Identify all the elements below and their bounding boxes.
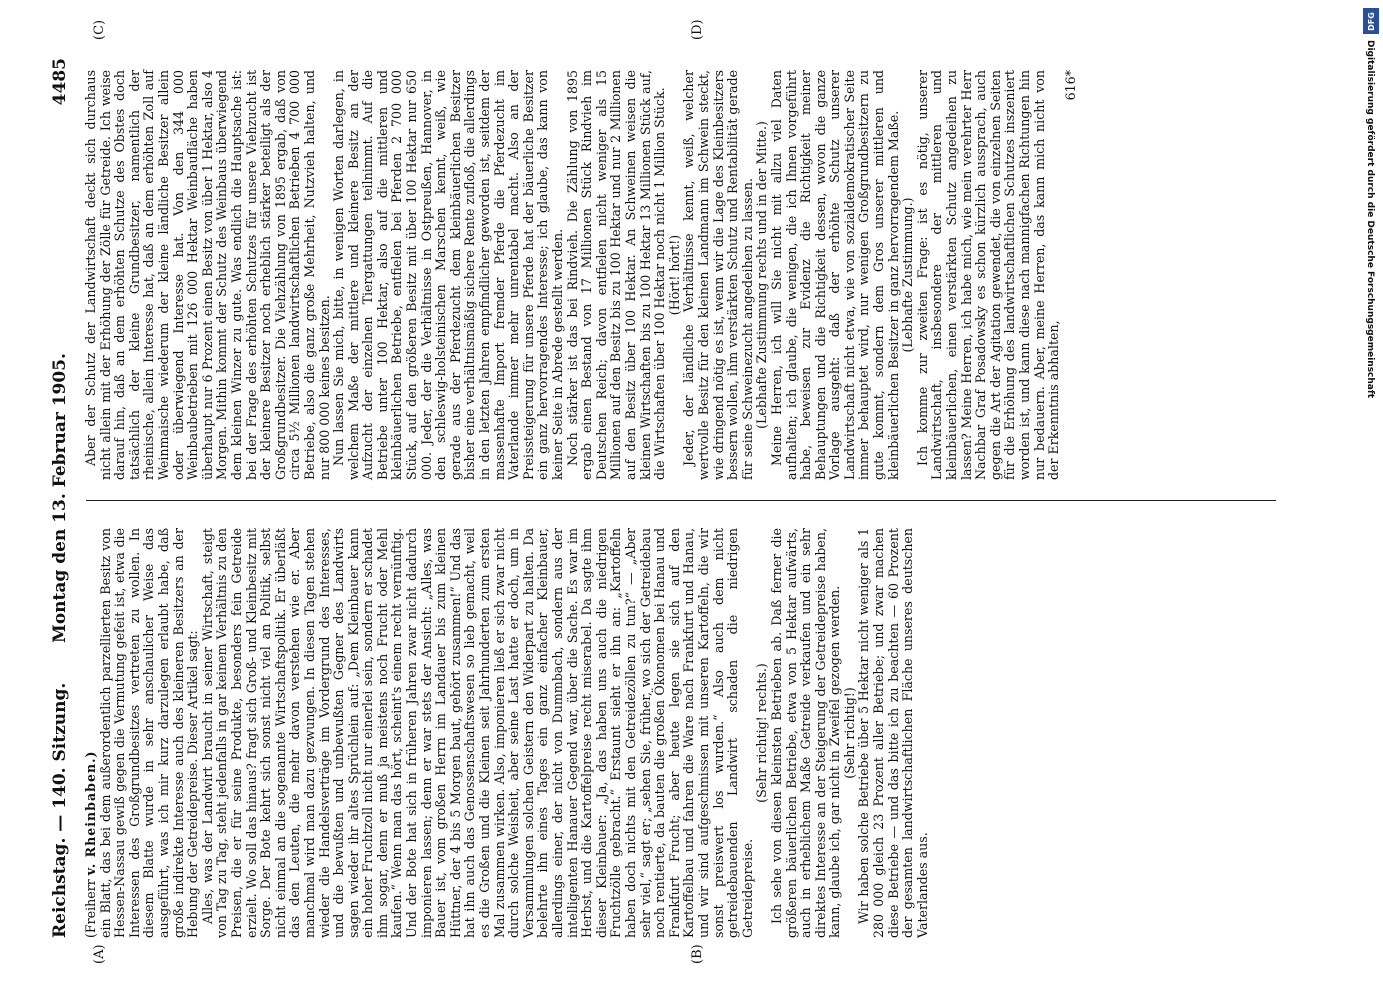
paragraph: Nun lassen Sie mich, bitte, in wenigen Worten darlegen, in welchem Maße der mittlere und kleinere Besitz an der Aufzucht der einzelnen Tiergattungen teilnimmt. Auf die Betriebe unter 100 Hektar, also auf die mittleren und kleinbäuerlichen Betriebe, entfielen bei Pferden 2 700 000 Stück, auf den größeren Besitz mit über 100 Hektar nur 650 000. Jeder, der die Verhältnisse in Ostpreußen, Hannover, in den schleswig-holsteinischen Marschen kennt, weiß, wie gerade aus der Pferdezucht dem kleinbäuerlichen Besitzer bisher eine verhältnismäßig sichere Rente zufloß, die allerdings in den letzten Jahren empfindlicher geworden ist, seitdem der massenhafte Import fremder Pferde die Pferdezucht im Vaterlande immer mehr unrentabel macht. Also an der Preissteigerung für unsere Pferde hat der bäuerliche Besitzer ein ganz hervorragendes Interesse; ich glaube, das kann von keiner Seite in Abrede gestellt werden.	[331, 70, 565, 480]
interjection: (Lebhafte Zustimmung.)	[900, 197, 916, 353]
interjection: (Sehr richtig! rechts.)	[754, 663, 770, 803]
interjection: (Lebhafte Zustimmung rechts und in der Mitte.)	[754, 121, 770, 429]
paragraph: Noch stärker ist das bei Rindvieh. Die Zählung von 1895 ergab einen Bestand von 17 Millionen Stück Rindvieh im Deutschen Reich; davon entfielen nicht weniger als 15 Millionen auf den Besitz bis zu 100 Hektar und nur 2 Millionen auf den Besitz über 100 Hektar. An Schweinen weisen die kleinen Wirtschaften bis zu 100 Hektar 13 Millionen Stück auf, die Wirtschaften über 100 Hektar noch nicht 1 Million Stück.	[564, 70, 668, 480]
funding-credit: Digitalisierung gefördert durch die Deutsche Forschungsgemeinschaft	[1365, 40, 1375, 399]
speaker-prefix: (Freiherr	[83, 879, 98, 938]
signature-mark: 616*	[1062, 70, 1078, 101]
header-date: Montag den 13. Februar 1905.	[50, 353, 70, 643]
quote-paragraph: Alles, was der Landwirt braucht in seiner Wirtschaft, steigt von Tag zu Tag, steht jedenfalls in gar keinem Verhältnis zu den Preisen, die er für seine Produkte, besonders fein Getreide erzielt. Wo soll das hinaus? fragt sich Groß- und Kleinbesitz mit Sorge. Der Bote kehrt sich sonst nicht viel an Politik, selbst nicht einmal an die sogenannte Wirtschaftspolitik. Er überläßt das den Leuten, die mehr davon verstehen wie er. Aber manchmal wird man dazu gezwungen. In diesen Tagen stehen wieder die Handelsverträge im Vordergrund des Interesses, und die bewußten und unbewußten Gegner des Landwirts sagen wieder ihr altes Sprüchlein auf: „Dem Kleinbauer kann ein hoher Fruchtzoll nicht nur einerlei sein, sondern er schadet ihm sogar, denn er muß ja meistens noch Frucht oder Mehl kaufen.“ Wenn man das hört, scheint's einem recht vernünftig. Und der Bote hat sich in früheren Jahren zwar nicht dadurch imponieren lassen; denn er war stets der Ansicht: „Alles, was Bauer ist, vom großen Herrn im Landauer bis zum kleinen Hüttner, der 4 bis 5 Morgen baut, gehört zusammen!“ Und das hat ihn auch das Genossenschaftswesen so lieb gemacht, weil es die Großen und die Kleinen seit Jahrhunderten zum ersten Mal zusammen wirken. Also, imponieren ließ er sich zwar nicht durch solche Weisheit, aber seine Last hatte er doch, um in Versammlungen solchen Geistern den Widerpart zu halten. Da belehrte ihn eines Tages ein ganz einfacher Kleinbauer, allerdings einer, der nicht von Dummbach, sondern aus der intelligenten Hanauer Gegend war, über die Sache. Es war im Herbst, und die Kartoffelpreise recht miserabel. Da sagte ihm dieser Kleinbauer: „Ja, das haben uns auch die niedrigen Fruchtzölle gebracht.“ Erstaunt sieht er ihn an: „Kartoffeln haben doch nichts mit den Getreidezöllen zu tun?“ — „Aber sehr viel,“ sagt er; „sehen Sie, früher, wo sich der Getreidebau noch rentierte, da bauten die großen Ökonomen bei Hanau und Frankfurt Frucht; aber heute legen sie sich auf den Kartoffelbau und fahren die Ware nach Frankfurt und Hanau, und wir sind aufgeschmissen mit unseren Kartoffeln, die wir sonst preiswert los wurden.“ Also auch dem nicht getreidebauenden Landwirt schaden die niedrigen Getreidepreise.	[199, 528, 755, 938]
paragraph: Jeder, der ländliche Verhältnisse kennt, weiß, welcher wertvolle Besitz für den kleinen Landmann im Schwein steckt, wie dringend nötig es ist, wenn wir die Lage des Kleinbesitzers bessern wollen, ihm verstärkten Schutz und Rentabilität gerade für seine Schweinezucht angedeihen zu lassen.	[681, 70, 755, 480]
page-header	[50, 58, 74, 938]
funding-sidebar	[1361, 0, 1381, 1000]
speaker-line	[84, 528, 99, 938]
margin-letter-a: (A)	[92, 944, 107, 964]
right-column	[84, 70, 1078, 480]
dfg-logo-icon: DFG	[1363, 8, 1379, 34]
page-number: 4485	[50, 58, 70, 106]
margin-letter-c: (C)	[92, 19, 107, 40]
paragraph: Wir haben solche Betriebe über 5 Hektar nicht weniger als 1 280 000 gleich 23 Prozent aller Betriebe; und zwar machen diese Betriebe — und das bitte ich zu beachten — 60 Prozent der gesamten landwirtschaftlichen Fläche unseres deutschen Vaterlandes aus.	[856, 528, 930, 938]
column-divider	[86, 500, 1276, 501]
speaker-name: v. Rheinbaben.)	[83, 750, 98, 876]
paragraph: Ich sehe von diesen kleinsten Betrieben ab. Daß ferner die größeren bäuerlichen Betriebe, etwa von 5 Hektar aufwärts, auch in erheblichem Maße Getreide verkaufen und ein sehr direktes Interesse an der Steigerung der Getreidepreise haben, kann, glaube ich, gar nicht in Zweifel gezogen werden.	[768, 528, 843, 938]
margin-letter-b: (B)	[690, 944, 705, 964]
left-column	[84, 528, 930, 938]
paragraph: Aber der Schutz der Landwirtschaft deckt sich durchaus nicht allein mit der Erhöhung der Zölle für Getreide. Ich weise darauf hin, daß an dem erhöhten Schutze des Obstes doch tatsächlich der kleine Grundbesitzer, namentlich der rheinische, allein Interesse hat, daß an dem erhöhten Zoll auf Weinmaische wiederum der kleine ländliche Besitzer allein oder überwiegend Interesse hat. Von den 344 000 Weinbaubetrieben mit 126 000 Hektar Weinbaufläche haben überhaupt nur 6 Prozent einen Besitz von über 1 Hektar, also 4 Morgen. Mithin kommt der Schutz des Weinbaus überwiegend dem kleinen Winzer zu gute. Was endlich die Hauptsache ist: bei der Frage des erhöhten Schutzes für unsere Viehzucht ist der kleinere Besitzer noch erheblich stärker beteiligt als der Großgrundbesitzer. Die Viehzählung von 1895 ergab, daß von circa 5½ Millionen landwirtschaftlichen Betrieben 4 700 000 Betriebe, also die ganz große Mehrheit, Nutzvieh halten, und nur 800 000 keines besitzen.	[83, 70, 332, 480]
paragraph: Ich komme zur zweiten Frage: ist es nötig, unserer Landwirtschaft, insbesondere der mittleren und kleinbäuerlichen, einen verstärkten Schutz angedeihen zu lassen? Meine Herren, ich habe mich, wie mein verehrter Herr Nachbar Graf Posadowsky es schon kürzlich aussprach, auch gegen die Art der Agitation gewendet, die von einzelnen Seiten für die Erhöhung des landwirtschaftlichen Schutzes inszeniert worden ist, und kann diese nach mannigfachen Richtungen hin nur bedauern. Aber, meine Herren, das kann mich nicht von der Erkenntnis abhalten,	[914, 70, 1062, 480]
header-left: Reichstag. — 140. Sitzung.	[50, 682, 70, 938]
paragraph: Meine Herren, ich will Sie nicht mit allzu viel Daten aufhalten; ich glaube, die wenigen, die ich Ihnen vorgeführt habe, beweisen zur Evidenz die Richtigkeit meiner Behauptungen und die Richtigkeit dessen, wovon die ganze Vorlage ausgeht: daß der erhöhte Schutz unserer Landwirtschaft nicht etwa, wie von sozialdemokratischer Seite immer behauptet wird, nur wenigen Großgrundbesitzern zu gute kommt, sondern dem Gros unserer mittleren und kleinbäuerlichen Besitzer in ganz hervorragendem Maße.	[768, 70, 901, 480]
paragraph: ein Blatt, das bei dem außerordentlich parzellierten Besitz von Hessen-Nassau gewiß gegen die Vermutung gefeit ist, etwa die Interessen des Großgrundbesitzes vertreten zu wollen. In diesem Blatte wurde in sehr anschaulicher Weise das ausgeführt, was ich mir kurz darzulegen erlaubt habe, daß große indirekte Interesse auch des kleineren Besitzers an der Hebung der Getreidepreise. Dieser Artikel sagt:	[97, 528, 201, 938]
interjection: (Sehr richtig!)	[841, 687, 857, 779]
interjection: (Hört! hört!)	[666, 234, 682, 316]
margin-letter-d: (D)	[690, 19, 705, 40]
